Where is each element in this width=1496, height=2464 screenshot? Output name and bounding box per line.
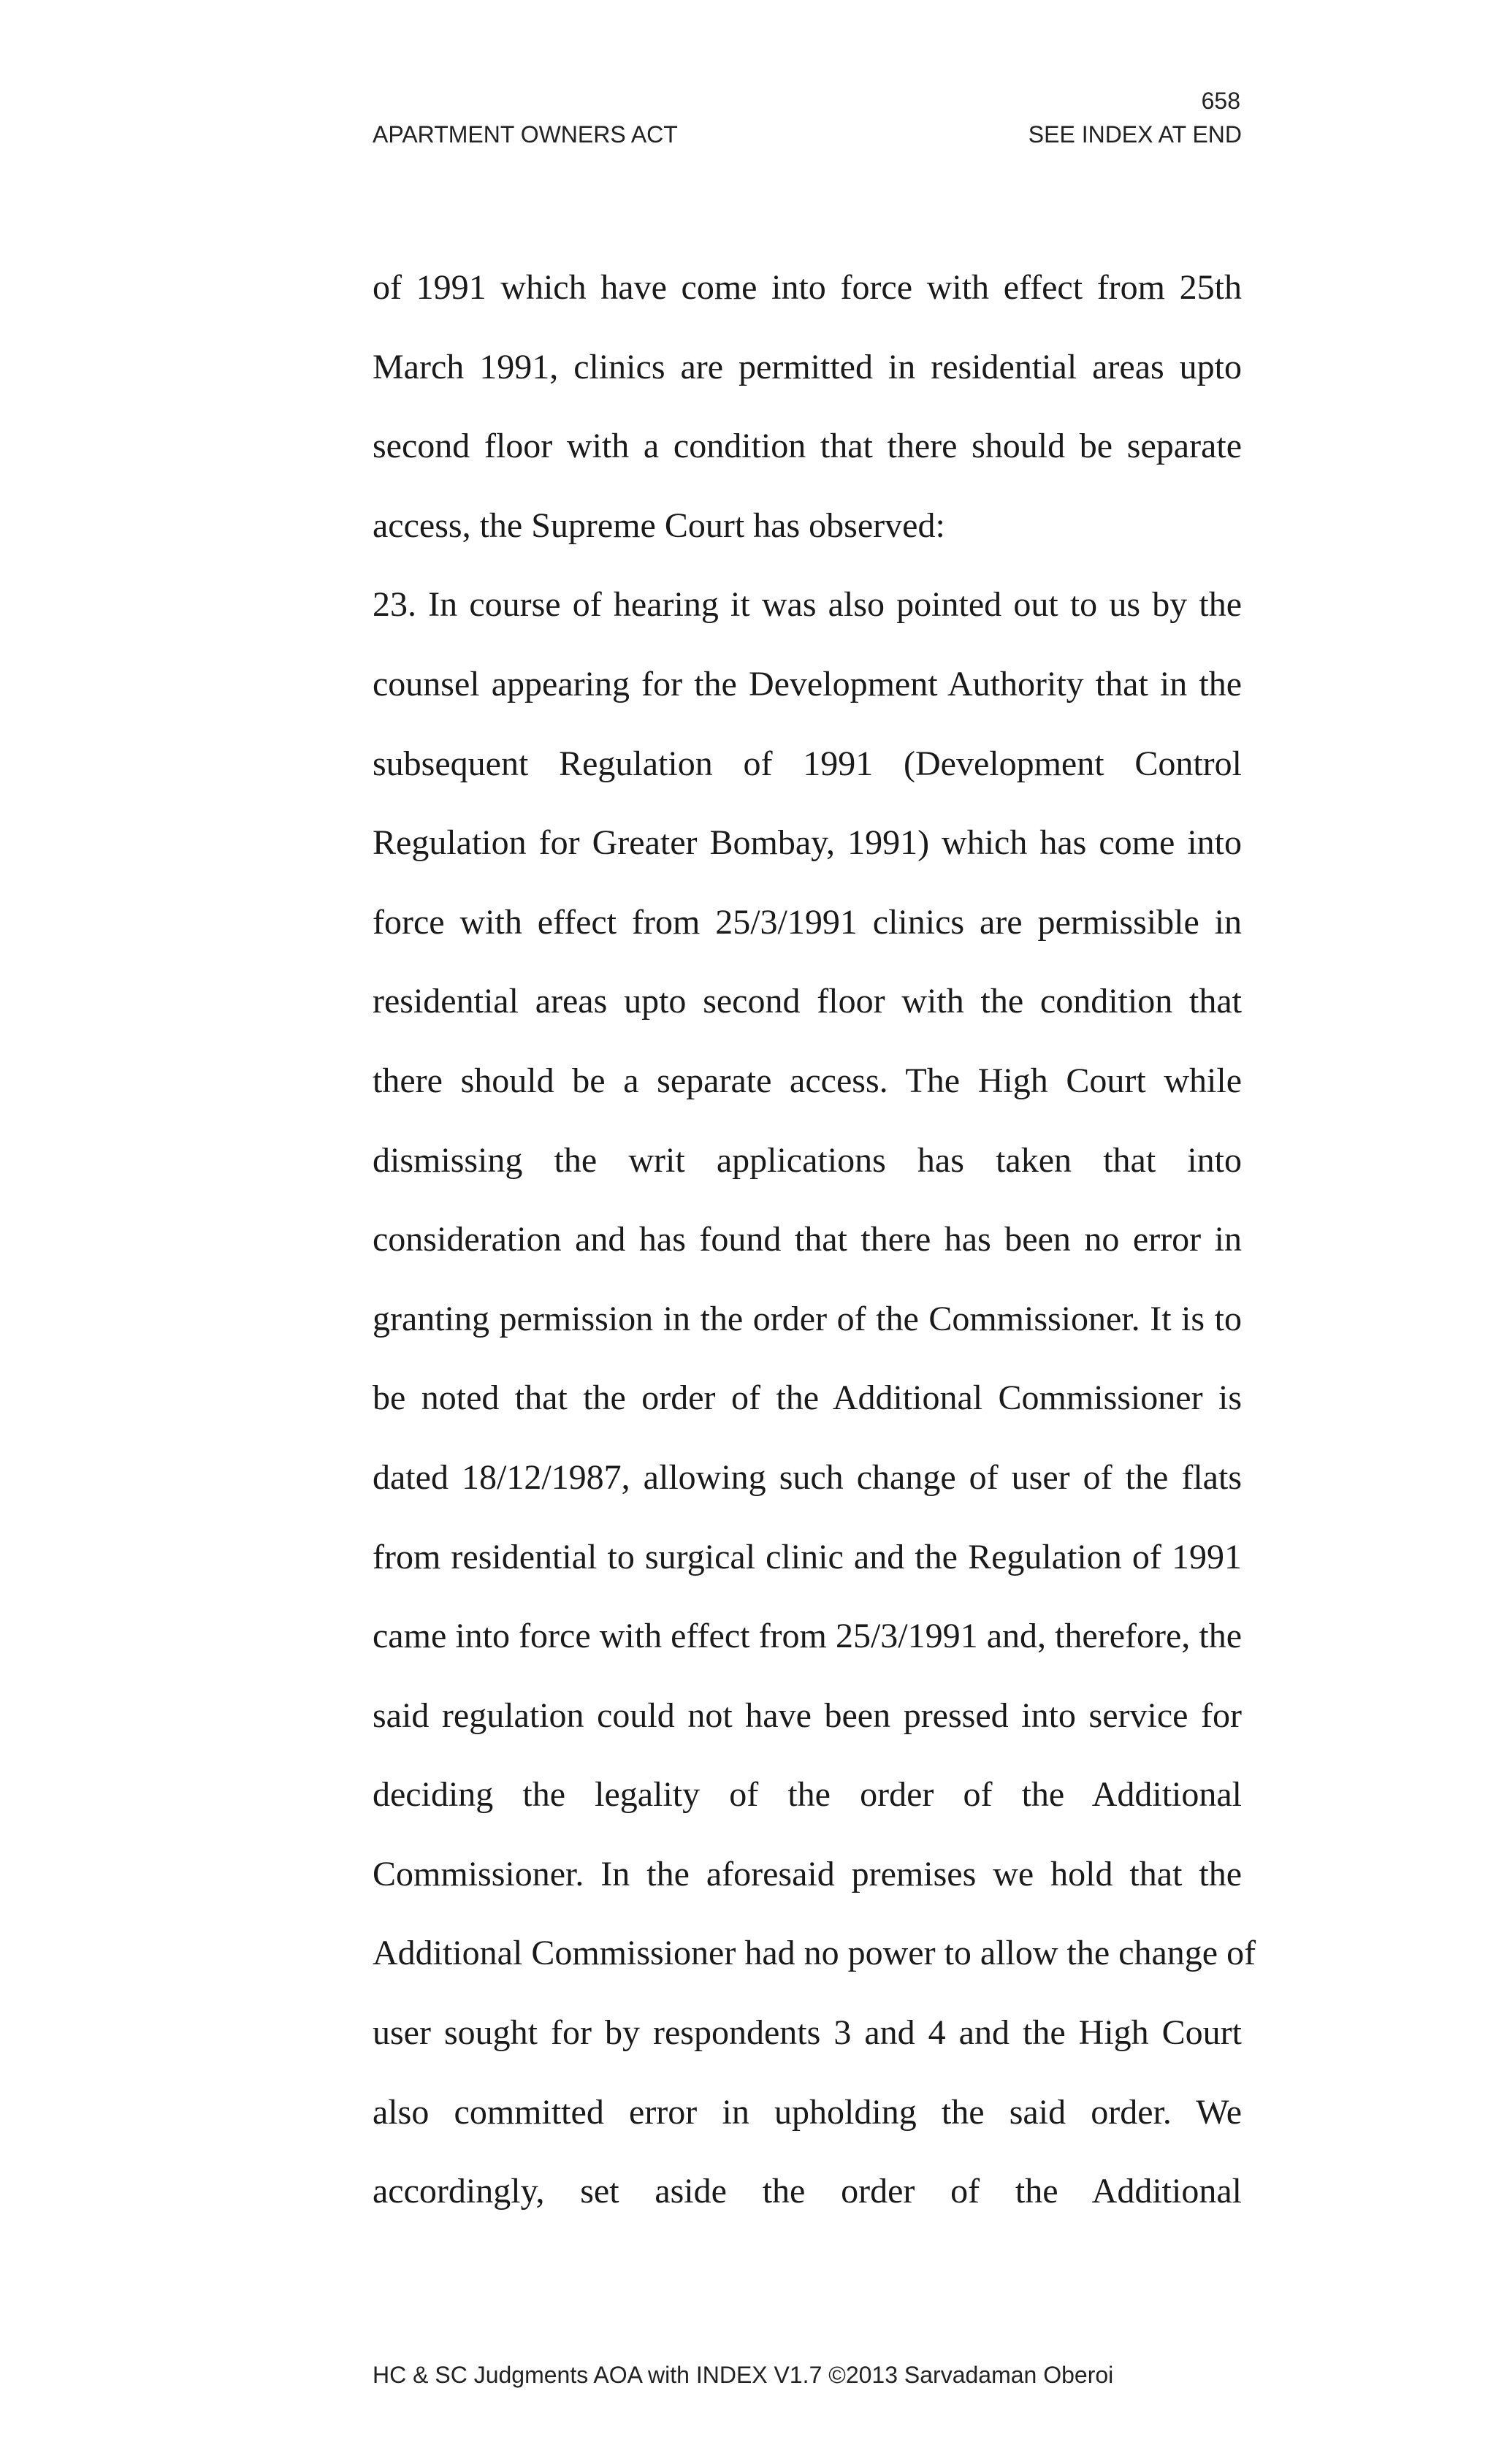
body-text — [373, 260, 1256, 2243]
text-line: there should be a separate access. The High Court while — [373, 1061, 1242, 1100]
text-line: subsequent Regulation of 1991 (Development Control — [373, 744, 1242, 783]
text-line: March 1991, clinics are permitted in residential areas upto — [373, 347, 1242, 386]
text-line: Regulation for Greater Bombay, 1991) which has come into — [373, 823, 1242, 863]
text-line: residential areas upto second floor with the condition that — [373, 982, 1242, 1021]
running-header — [373, 121, 1242, 148]
header-title: APARTMENT OWNERS ACT — [373, 121, 678, 148]
text-line: Additional Commissioner had no power to allow the change of — [373, 1934, 1256, 1973]
text-line: dated 18/12/1987, allowing such change of user of the flats — [373, 1457, 1242, 1497]
text-line: second floor with a condition that there should be separate — [373, 427, 1242, 466]
text-line: user sought for by respondents 3 and 4 and the High Court — [373, 2013, 1242, 2053]
footer-copyright: HC & SC Judgments AOA with INDEX V1.7 ©2013 Sarvadaman Oberoi — [373, 2362, 1114, 2388]
text-line: deciding the legality of the order of the Additional — [373, 1775, 1242, 1815]
text-line: also committed error in upholding the said order. We — [373, 2092, 1242, 2132]
text-line: came into force with effect from 25/3/1991 and, therefore, the — [373, 1617, 1242, 1656]
text-line: 23. In course of hearing it was also pointed out to us by the — [373, 585, 1242, 625]
text-line: dismissing the writ applications has taken that into — [373, 1140, 1242, 1180]
text-line: granting permission in the order of the Commissioner. It is to — [373, 1299, 1242, 1338]
text-line: of 1991 which have come into force with effect from 25th — [373, 268, 1242, 307]
text-line: consideration and has found that there has been no error in — [373, 1220, 1242, 1259]
text-line: counsel appearing for the Development Authority that in the — [373, 664, 1242, 703]
text-line: accordingly, set aside the order of the Additional — [373, 2172, 1242, 2211]
text-line: be noted that the order of the Additional Commissioner is — [373, 1378, 1242, 1418]
page-number: 658 — [1201, 88, 1240, 114]
header-index-note: SEE INDEX AT END — [1028, 121, 1242, 148]
text-line: from residential to surgical clinic and the Regulation of 1991 — [373, 1537, 1242, 1576]
text-line: access, the Supreme Court has observed: — [373, 506, 945, 545]
text-line: force with effect from 25/3/1991 clinics are permissible in — [373, 902, 1242, 942]
text-line: Commissioner. In the aforesaid premises we hold that the — [373, 1854, 1242, 1893]
text-line: said regulation could not have been pressed into service for — [373, 1696, 1242, 1735]
